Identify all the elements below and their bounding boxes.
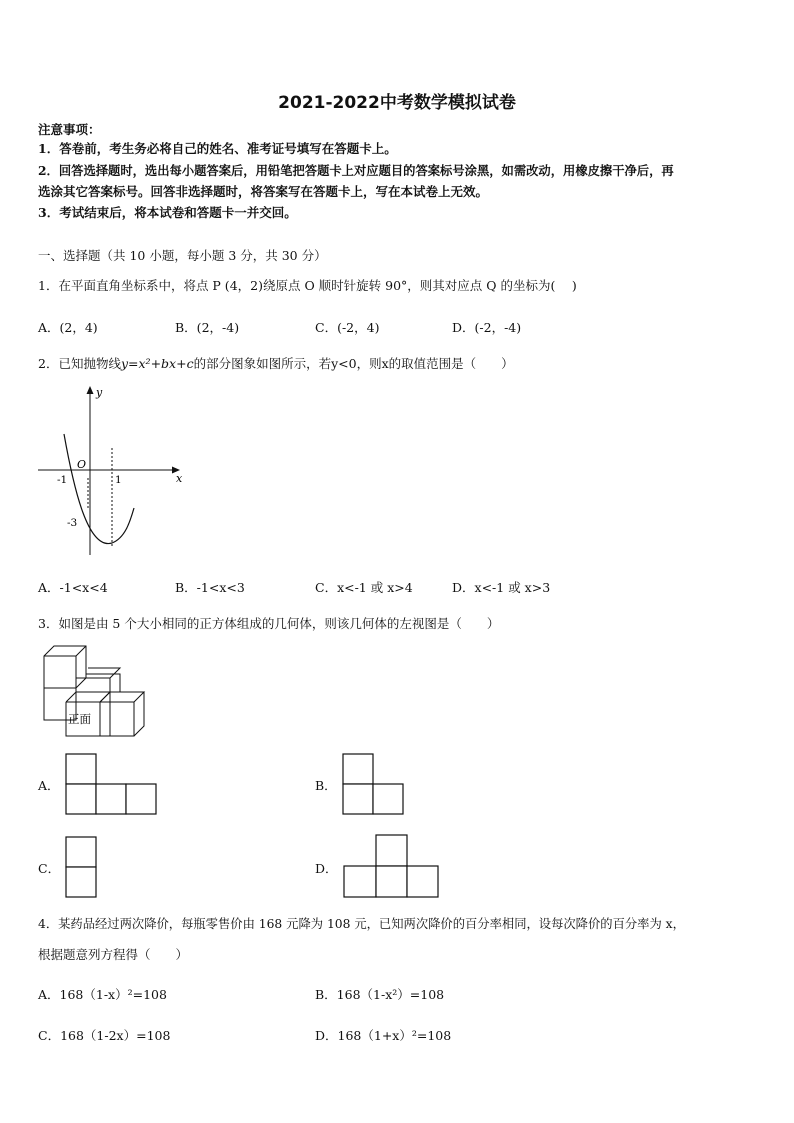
- q2-option-d[interactable]: D．x<-1 或 x>3: [452, 580, 551, 595]
- q1-option-a[interactable]: A．(2，4): [38, 320, 98, 335]
- parabola-graph: [30, 380, 190, 565]
- q4-option-b[interactable]: B．168（1-x²）=108: [315, 987, 445, 1002]
- q1-stem: 1．在平面直角坐标系中，将点 P (4，2)绕原点 O 顺时针旋转 90°，则其对应点 Q 的坐标为( ): [38, 278, 577, 293]
- cube-solid-figure: [40, 642, 150, 737]
- notice-item-2b: 选涂其它答案标号。回答非选择题时，将答案写在答题卡上，写在本试卷上无效。: [38, 184, 489, 199]
- option-b-view: [342, 753, 405, 815]
- notice-item-3: 3．考试结束后，将本试卷和答题卡一并交回。: [38, 205, 297, 220]
- cube-top: [44, 646, 86, 688]
- tick-label-neg3: -3: [67, 517, 78, 529]
- q3-option-b[interactable]: B．: [315, 778, 337, 793]
- notice-heading: 注意事项：: [38, 122, 101, 137]
- q3-stem: 3．如图是由 5 个大小相同的正方体组成的几何体，则该几何体的左视图是（ ）: [38, 616, 500, 631]
- notice-item-2a: 2．回答选择题时，选出每小题答案后，用铅笔把答题卡上对应题目的答案标号涂黑，如需改动，用橡皮擦干净后，再: [38, 163, 674, 178]
- q4-stem-line-2: 根据题意列方程得（ ）: [38, 947, 189, 962]
- q2-option-a[interactable]: A．-1<x<4: [38, 580, 108, 595]
- option-c-view: [65, 836, 98, 898]
- q2-option-c[interactable]: C．x<-1 或 x>4: [315, 580, 413, 595]
- notice-item-1: 1．答卷前，考生务必将自己的姓名、准考证号填写在答题卡上。: [38, 141, 397, 156]
- q1-option-b[interactable]: B．(2，-4): [175, 320, 240, 335]
- option-d-view: [343, 834, 440, 898]
- x-axis-label: x: [176, 472, 183, 485]
- tick-label-neg1: -1: [57, 474, 68, 486]
- cube-mid-join: [88, 668, 120, 692]
- q2-option-b[interactable]: B．-1<x<3: [175, 580, 245, 595]
- tick-label-1: 1: [115, 474, 122, 486]
- page-title: 2021-2022中考数学模拟试卷: [278, 93, 516, 113]
- q4-option-d[interactable]: D．168（1+x）²=108: [315, 1028, 452, 1043]
- q4-option-a[interactable]: A．168（1-x）²=108: [38, 987, 167, 1002]
- cube-front-2: [100, 692, 144, 736]
- q4-option-c[interactable]: C．168（1-2x）=108: [38, 1028, 171, 1043]
- q1-option-d[interactable]: D．(-2，-4): [452, 320, 522, 335]
- q2-stem-pre: 2．已知抛物线: [38, 356, 121, 371]
- q2-stem-post: 的部分图象如图所示，若y<0，则x的取值范围是（ ）: [193, 356, 514, 371]
- q3-option-d[interactable]: D．: [315, 861, 338, 876]
- q3-option-c[interactable]: C．: [38, 861, 61, 876]
- q2-stem: [38, 353, 514, 374]
- cube-back-right: [76, 668, 120, 688]
- q2-stem-equation: y=x²+bx+c: [120, 356, 194, 371]
- q4-stem-line-1: 4．某药品经过两次降价，每瓶零售价由 168 元降为 108 元，已知两次降价的百分率相同，设每次降价的百分率为 x，: [38, 917, 685, 931]
- q3-option-a[interactable]: A．: [38, 778, 60, 793]
- front-face-label: 正面: [68, 712, 91, 726]
- section-heading: 一、选择题（共 10 小题，每小题 3 分，共 30 分）: [38, 248, 327, 263]
- origin-label: O: [77, 458, 87, 471]
- q1-option-c[interactable]: C．(-2，4): [315, 320, 380, 335]
- option-a-view: [65, 753, 158, 815]
- y-axis-arrow: [87, 386, 94, 394]
- y-axis-label: y: [96, 386, 103, 399]
